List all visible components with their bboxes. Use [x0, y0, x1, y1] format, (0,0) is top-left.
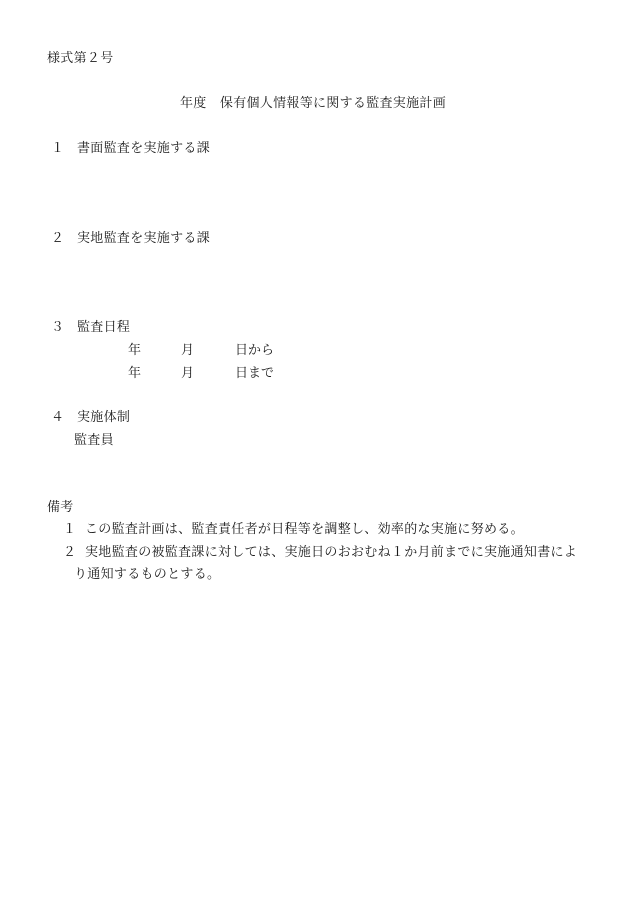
year-label: 年: [128, 366, 142, 381]
section-heading: 書面監査を実施する課: [77, 141, 211, 156]
section-3: [51, 320, 130, 336]
day-from-label: 日から: [235, 343, 275, 358]
section-heading: 実施体制: [77, 410, 131, 425]
section-heading: 監査日程: [77, 320, 131, 335]
auditor-label: 監査員: [74, 433, 114, 448]
section-4: [51, 410, 130, 426]
section-number: ４: [51, 410, 65, 425]
remark-text: 実地監査の被監査課に対しては、実施日のおおむね１か月前までに実施通知書によ: [85, 545, 578, 560]
schedule-from-row: [128, 343, 328, 361]
year-label: 年: [128, 343, 142, 358]
remarks-heading: 備考: [47, 500, 74, 515]
section-number: １: [51, 141, 65, 156]
remark-number: ２: [63, 545, 77, 560]
remark-text: この監査計画は、監査責任者が日程等を調整し、効率的な実施に努める。: [85, 522, 524, 537]
section-heading: 実地監査を実施する課: [77, 231, 211, 246]
schedule-to-row: [128, 366, 328, 384]
remark-item-2: [63, 545, 577, 561]
section-number: ２: [51, 231, 65, 246]
document-title: 年度 保有個人情報等に関する監査実施計画: [180, 96, 447, 111]
month-label: 月: [181, 366, 195, 381]
section-1: [51, 141, 210, 157]
form-number: 様式第２号: [47, 51, 114, 66]
day-to-label: 日まで: [235, 366, 275, 381]
month-label: 月: [181, 343, 195, 358]
section-2: [51, 231, 210, 247]
section-number: ３: [51, 320, 65, 335]
remark-item-1: [63, 522, 524, 538]
remark-number: １: [63, 522, 77, 537]
remark-item-2-continuation: り通知するものとする。: [74, 567, 221, 582]
